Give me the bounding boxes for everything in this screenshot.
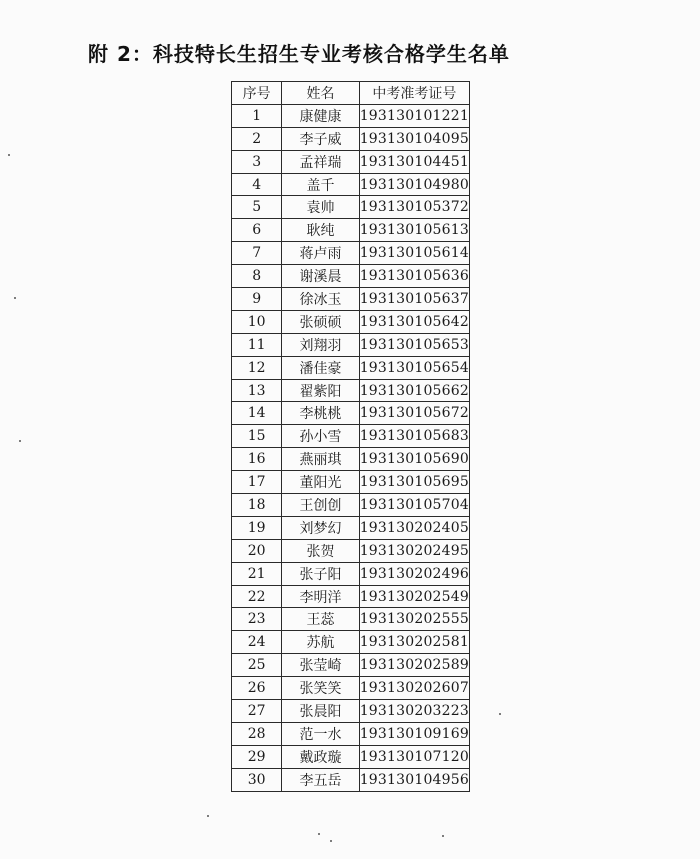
cell-exam-id: 193130105683 (359, 425, 469, 448)
cell-exam-id: 193130104095 (359, 127, 469, 150)
cell-name: 苏航 (282, 631, 359, 654)
cell-exam-id: 193130104451 (359, 150, 469, 173)
cell-exam-id: 193130202555 (359, 608, 469, 631)
cell-seq: 27 (232, 700, 282, 723)
cell-exam-id: 193130105642 (359, 310, 469, 333)
scan-speck (14, 297, 16, 299)
cell-seq: 23 (232, 608, 282, 631)
scan-speck (19, 440, 21, 442)
cell-exam-id: 193130105653 (359, 333, 469, 356)
document-title: 附 2：科技特长生招生专业考核合格学生名单 (88, 42, 510, 66)
table-row (232, 516, 470, 539)
cell-exam-id: 193130202607 (359, 677, 469, 700)
cell-exam-id: 193130105613 (359, 219, 469, 242)
cell-name: 张晨阳 (282, 700, 359, 723)
table-row (232, 745, 470, 768)
cell-name: 翟紫阳 (282, 379, 359, 402)
cell-exam-id: 193130104980 (359, 173, 469, 196)
cell-exam-id: 193130105704 (359, 494, 469, 517)
cell-exam-id: 193130105636 (359, 265, 469, 288)
cell-exam-id: 193130105662 (359, 379, 469, 402)
cell-exam-id: 193130105372 (359, 196, 469, 219)
cell-exam-id: 193130105695 (359, 471, 469, 494)
table-row (232, 539, 470, 562)
cell-exam-id: 193130202496 (359, 562, 469, 585)
cell-exam-id: 193130109169 (359, 722, 469, 745)
table-row (232, 310, 470, 333)
cell-name: 李五岳 (282, 768, 359, 791)
cell-seq: 16 (232, 448, 282, 471)
table-row (232, 768, 470, 791)
cell-exam-id: 193130203223 (359, 700, 469, 723)
cell-seq: 6 (232, 219, 282, 242)
table-row (232, 402, 470, 425)
cell-exam-id: 193130104956 (359, 768, 469, 791)
cell-name: 张笑笑 (282, 677, 359, 700)
table-header-row (232, 82, 470, 105)
cell-name: 张莹崎 (282, 654, 359, 677)
table-row (232, 288, 470, 311)
cell-seq: 26 (232, 677, 282, 700)
cell-name: 谢溪晨 (282, 265, 359, 288)
cell-exam-id: 193130202589 (359, 654, 469, 677)
cell-name: 孟祥瑞 (282, 150, 359, 173)
table-row (232, 448, 470, 471)
table-row (232, 127, 470, 150)
scan-speck (318, 833, 320, 835)
cell-exam-id: 193130105654 (359, 356, 469, 379)
cell-exam-id: 193130202495 (359, 539, 469, 562)
table-row (232, 173, 470, 196)
cell-name: 李子威 (282, 127, 359, 150)
cell-name: 张贺 (282, 539, 359, 562)
cell-name: 蒋卢雨 (282, 242, 359, 265)
cell-name: 董阳光 (282, 471, 359, 494)
header-name: 姓名 (282, 82, 359, 105)
cell-exam-id: 193130202549 (359, 585, 469, 608)
cell-seq: 3 (232, 150, 282, 173)
cell-name: 盖千 (282, 173, 359, 196)
cell-seq: 19 (232, 516, 282, 539)
table-row (232, 150, 470, 173)
table-row (232, 471, 470, 494)
cell-name: 李桃桃 (282, 402, 359, 425)
cell-seq: 9 (232, 288, 282, 311)
cell-exam-id: 193130105637 (359, 288, 469, 311)
table-row (232, 242, 470, 265)
cell-name: 袁帅 (282, 196, 359, 219)
cell-name: 张子阳 (282, 562, 359, 585)
cell-exam-id: 193130105690 (359, 448, 469, 471)
table-row (232, 654, 470, 677)
cell-seq: 2 (232, 127, 282, 150)
cell-seq: 1 (232, 104, 282, 127)
cell-name: 李明洋 (282, 585, 359, 608)
cell-seq: 13 (232, 379, 282, 402)
cell-seq: 5 (232, 196, 282, 219)
cell-name: 康健康 (282, 104, 359, 127)
cell-name: 王蕊 (282, 608, 359, 631)
cell-seq: 25 (232, 654, 282, 677)
cell-seq: 15 (232, 425, 282, 448)
cell-seq: 24 (232, 631, 282, 654)
table-row (232, 608, 470, 631)
cell-exam-id: 193130105672 (359, 402, 469, 425)
cell-seq: 22 (232, 585, 282, 608)
cell-seq: 17 (232, 471, 282, 494)
cell-exam-id: 193130105614 (359, 242, 469, 265)
cell-name: 范一水 (282, 722, 359, 745)
header-seq: 序号 (232, 82, 282, 105)
cell-exam-id: 193130202405 (359, 516, 469, 539)
cell-name: 王创创 (282, 494, 359, 517)
cell-seq: 7 (232, 242, 282, 265)
student-list-table (231, 81, 470, 792)
cell-name: 刘梦幻 (282, 516, 359, 539)
table-row (232, 356, 470, 379)
cell-exam-id: 193130107120 (359, 745, 469, 768)
table-row (232, 494, 470, 517)
cell-name: 戴政璇 (282, 745, 359, 768)
table-row (232, 562, 470, 585)
cell-name: 徐冰玉 (282, 288, 359, 311)
scan-speck (442, 835, 444, 837)
cell-name: 耿纯 (282, 219, 359, 242)
cell-seq: 4 (232, 173, 282, 196)
cell-seq: 10 (232, 310, 282, 333)
cell-name: 张硕硕 (282, 310, 359, 333)
cell-seq: 28 (232, 722, 282, 745)
table-row (232, 333, 470, 356)
cell-seq: 14 (232, 402, 282, 425)
cell-seq: 18 (232, 494, 282, 517)
table-row (232, 379, 470, 402)
cell-seq: 8 (232, 265, 282, 288)
cell-exam-id: 193130202581 (359, 631, 469, 654)
table-row (232, 677, 470, 700)
scan-speck (330, 840, 332, 842)
cell-exam-id: 193130101221 (359, 104, 469, 127)
header-exam-id: 中考准考证号 (359, 82, 469, 105)
table-row (232, 425, 470, 448)
cell-seq: 12 (232, 356, 282, 379)
scan-speck (8, 154, 10, 156)
cell-seq: 29 (232, 745, 282, 768)
table-row (232, 631, 470, 654)
cell-seq: 21 (232, 562, 282, 585)
cell-seq: 30 (232, 768, 282, 791)
table-row (232, 104, 470, 127)
table-body (232, 104, 470, 791)
table-row (232, 722, 470, 745)
cell-name: 刘翔羽 (282, 333, 359, 356)
cell-seq: 11 (232, 333, 282, 356)
table-row (232, 700, 470, 723)
table-row (232, 219, 470, 242)
table-row (232, 196, 470, 219)
scan-speck (207, 815, 209, 817)
cell-name: 燕丽琪 (282, 448, 359, 471)
cell-name: 孙小雪 (282, 425, 359, 448)
table-row (232, 265, 470, 288)
table-row (232, 585, 470, 608)
cell-seq: 20 (232, 539, 282, 562)
cell-name: 潘佳豪 (282, 356, 359, 379)
scan-speck (499, 713, 501, 715)
